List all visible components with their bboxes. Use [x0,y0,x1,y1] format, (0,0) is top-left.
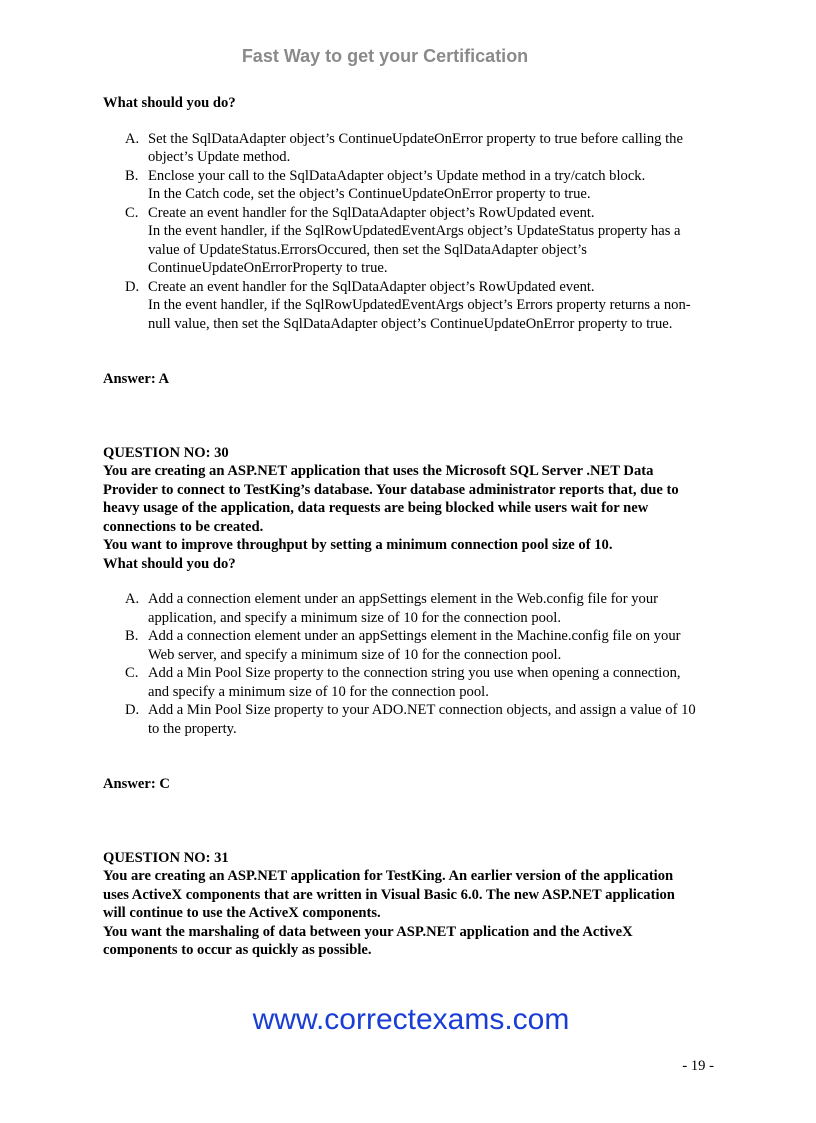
option-text-line: and specify a minimum size of 10 for the connection pool. [148,683,489,700]
option-letter: B. [125,628,139,644]
option-text-line: to the property. [148,720,237,737]
answer-option [103,167,718,204]
answer-option [103,278,718,334]
answer-options-list [103,130,718,334]
option-letter: C. [125,665,139,681]
option-text-line: Set the SqlDataAdapter object’s ContinueUpdateOnError property to true before calling the [148,130,683,147]
option-text-line: ContinueUpdateOnErrorProperty to true. [148,260,388,276]
answer-option [103,590,718,627]
option-text-line: Add a connection element under an appSettings element in the Machine.config file on your [148,628,681,644]
question-text-line: You are creating an ASP.NET application that uses the Microsoft SQL Server .NET Data [103,463,654,479]
page-number: - 19 - [682,1058,714,1074]
question-text-line: You are creating an ASP.NET application for TestKing. An earlier version of the application [103,868,674,884]
question-text [103,867,718,960]
answer-options-list [103,590,718,738]
question-text-line: components to occur as quickly as possible. [103,942,372,958]
option-text-line: null value, then set the SqlDataAdapter object’s ContinueUpdateOnError property to true. [148,315,673,332]
option-letter: A. [125,130,140,147]
option-text-line: Add a Min Pool Size property to your ADO.NET connection objects, and assign a value of 10 [148,702,696,718]
footer-watermark-link[interactable]: www.correctexams.com [252,1003,570,1036]
question-text-line: What should you do? [103,555,236,572]
option-letter: D. [125,278,140,295]
option-text-line: Web server, and specify a minimum size of 10 for the connection pool. [148,646,562,663]
option-text-line: application, and specify a minimum size of 10 for the connection pool. [148,609,561,626]
option-text-line: In the event handler, if the SqlRowUpdatedEventArgs object’s Errors property returns a non- [148,297,691,313]
question-text-line: connections to be created. [103,518,264,535]
option-text-line: Create an event handler for the SqlDataAdapter object’s RowUpdated event. [148,278,595,295]
page-content [103,94,718,960]
question-heading: QUESTION NO: 31 [103,849,229,866]
question-text [103,462,718,573]
answer-label: Answer: C [103,776,170,792]
option-text-line: value of UpdateStatus.ErrorsOccured, then set the SqlDataAdapter object’s [148,241,587,258]
option-letter: B. [125,167,139,184]
question-text-line: You want to improve throughput by setting a minimum connection pool size of 10. [103,537,613,553]
answer-option [103,627,718,664]
page-header-title: Fast Way to get your Certification [241,46,529,66]
answer-option [103,664,718,701]
option-letter: D. [125,702,140,718]
option-letter: A. [125,591,140,607]
question-heading: QUESTION NO: 30 [103,444,229,461]
option-letter: C. [125,204,139,221]
answer-label: Answer: A [103,371,170,387]
option-text-line: object’s Update method. [148,149,291,165]
question-text-line: uses ActiveX components that are written in Visual Basic 6.0. The new ASP.NET application [103,886,675,903]
question-text-line: heavy usage of the application, data requests are being blocked while users wait for new [103,500,649,516]
answer-option [103,204,718,278]
option-text-line: In the event handler, if the SqlRowUpdatedEventArgs object’s UpdateStatus property has a [148,223,681,239]
answer-option [103,130,718,167]
option-text-line: Enclose your call to the SqlDataAdapter object’s Update method in a try/catch block. [148,167,646,184]
question-prompt: What should you do? [103,95,236,111]
option-text-line: Add a Min Pool Size property to the connection string you use when opening a connection, [148,665,681,681]
option-text-line: Add a connection element under an appSettings element in the Web.config file for your [148,591,658,607]
question-text-line: Provider to connect to TestKing’s database. Your database administrator reports that, due to [103,481,679,498]
option-text-line: Create an event handler for the SqlDataAdapter object’s RowUpdated event. [148,204,595,221]
answer-option [103,701,718,738]
option-text-line: In the Catch code, set the object’s ContinueUpdateOnError property to true. [148,186,591,202]
question-text-line: You want the marshaling of data between your ASP.NET application and the ActiveX [103,923,633,940]
question-text-line: will continue to use the ActiveX components. [103,905,381,921]
